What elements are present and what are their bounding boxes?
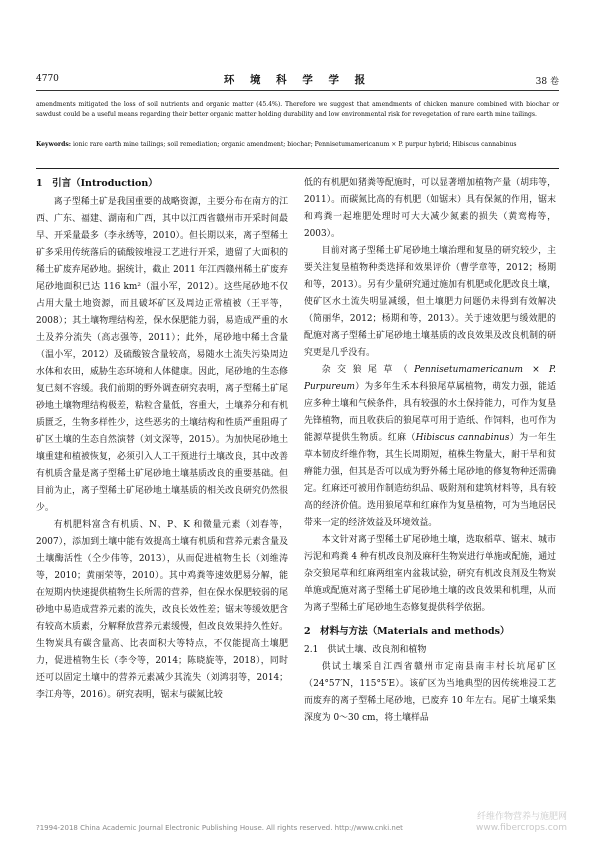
plant-intro-tail: ）为一年生草本韧皮纤维作物，其生长周期短，植株生物量大，耐干旱和贫瘠能力强，但其是否可以成为野外稀土尾砂地的修复物种还需确定。红麻还可被用作制造纺织品、吸附剂和建筑材料等，具有较高的经济价值。选用狼尾草和红麻作为复垦植物，可为当地居民带来一定的经济效益及环境效益。	[304, 433, 557, 528]
methods-heading: 2 材料与方法（Materials and methods）	[304, 626, 510, 637]
page-number: 4770	[36, 74, 59, 84]
copyright-footer: ?1994-2018 China Academic Journal Electronic Publishing House. All rights reserved. http://www.cnki.net	[36, 824, 403, 832]
running-header	[36, 70, 559, 91]
intro-paragraph-5	[304, 362, 556, 532]
keywords-text: ionic rare earth mine tailings; soil remediation; organic amendment; biochar; Pennisetumamericanum × P. purpur hybrid; Hibiscus cannabinus	[72, 141, 517, 148]
intro-heading: 1 引言（Introduction）	[36, 178, 158, 189]
watermark-line-1: 纤维作物营养与施肥网	[476, 812, 567, 822]
volume-label: 38 卷	[535, 77, 559, 87]
watermark	[476, 812, 567, 834]
journal-title: 环 境 科 学 学 报	[223, 74, 372, 86]
methods-paragraph-1: 供试土壤采自江西省赣州市定南县南丰村长坑尾矿区（24°57′N，115°5′E）。该矿区为当地典型的因传统堆浸工艺而废弃的离子型稀土尾砂地，已废弃 10 年左右。尾矿土壤采集深度为 0～30 cm，将土壤样品	[304, 662, 556, 723]
divider	[36, 168, 559, 169]
subsection-heading: 2.1 供试土壤、改良剂和植物	[304, 645, 427, 655]
plant-intro-lead: 杂交狼尾草（	[321, 365, 415, 375]
plant-intro-mid: ）为多年生禾本科狼尾草属植物，萌发力强，能适应多种土壤和气候条件，具有较强的水土保持能力，可作为复垦先锋植物，而且收获后的狼尾草可用于造纸、作饲料，也可作为能源草提供生物质。红麻（	[304, 382, 556, 443]
intro-paragraph-4: 目前对离子型稀土矿尾砂地土壤治理和复垦的研究较少，主要关注复垦植物种类选择和效果评价（曹学章等，2012；杨期和等，2013）。另有少量研究通过施加有机肥或化肥改良土壤，使矿区水土流失明显减缓，但土壤肥力问题仍未得到有效解决（简丽华，2012；杨期和等，2013）。关于速效肥与缓效肥的配施对离子型稀土矿尾砂地土壤基质的改良效果及改良机制的研究更是几乎没有。	[304, 246, 556, 358]
left-column	[36, 175, 288, 704]
right-column	[304, 175, 556, 727]
latin-name-pennisetum: Pennisetumamericanum × P. Purpureum	[304, 365, 556, 392]
latin-name-hibiscus: Hibiscus cannabinus	[415, 433, 510, 443]
intro-paragraph-1: 离子型稀土矿是我国重要的战略资源，主要分布在南方的江西、广东、福建、湖南和广西，其中以江西省赣州市开采时间最早、开采量最多（李永绣等，2010）。但长期以来，离子型稀土矿多采用传统落后的硫酸铵堆浸工艺进行开采，遗留了大面积的稀土矿废弃尾砂地。据统计，截止 2011 年江西赣州稀土矿废弃尾砂地面积已达 116 km²（温小军，2012）。这些尾砂地不仅占用大量土地资源，而且破坏矿区及周边正常植被（王平等，2008）；其土壤物理结构差，保水保肥能力弱，易造成严重的水土及养分流失（高志强等，2011）；此外，尾砂地中稀土含量（温小军，2012）及硫酸铵含量较高，易随水土流失污染周边水体和农田，威胁生态环境和人体健康。因此，尾砂地的生态修复已刻不容缓。我们前期的野外调查研究表明，离子型稀土矿尾砂地土壤物理结构极差，粘粒含量低，容重大，土壤养分和有机质匮乏，生物多样性少，这些恶劣的土壤结构和性质严重阻碍了矿区土壤的生态自然演替（刘文深等，2015）。为加快尾砂地土壤重建和植被恢复，必须引入人工干预进行土壤改良，其中改善有机质含量是离子型稀土矿尾砂地土壤基质改良的重要基础。但目前为止，离子型稀土矿尾砂地土壤基质的相关改良研究仍然很少。	[36, 197, 288, 513]
intro-paragraph-3: 低的有机肥如猪粪等配施时，可以显著增加植物产量（胡玮等，2011）。而碳氮比高的有机肥（如锯末）具有保氮的作用，锯末和鸡粪一起堆肥处理时可大大减少氮素的损失（黄鸾梅等，2003）。	[304, 178, 556, 239]
abstract-tail: amendments mitigated the loss of soil nutrients and organic matter (45.4%). Therefore we suggest that amendments of chicken manure combined with biochar or sawdust could be a useful means regarding their better organic matter holding durability and low environmental risk for revegetation of rare earth mine tailings.	[36, 101, 559, 118]
intro-paragraph-6: 本文针对离子型稀土矿尾砂地土壤，选取稻草、锯末、城市污泥和鸡粪 4 种有机改良剂及麻秆生物炭进行单施或配施，通过杂交狼尾草和红麻两组室内盆栽试验，研究有机改良剂及生物炭单施或配施对离子型稀土矿尾砂地土壤的改良效果和机理，从而为离子型稀土矿尾砂地生态修复提供科学依据。	[304, 535, 556, 613]
intro-paragraph-2: 有机肥料富含有机质、N、P、K 和微量元素（刘春等，2007），添加到土壤中能有效提高土壤有机质和营养元素含量及土壤酶活性（仝少伟等，2013），从而促进植物生长（刘维涛等，2010；黄丽荣等，2010）。其中鸡粪等速效肥易分解，能在短期内快速提供植物生长所需的营养，但在保水保肥较弱的尾砂地中易造成营养元素的流失，改良长效性差；锯末等缓效肥含有较高木质素，分解释放营养元素缓慢，但改良效果持久性好。生物炭具有碳含量高、比表面积大等特点，不仅能提高土壤肥力，促进植物生长（李令等，2014；陈晓旋等，2018），同时还可以固定土壤中的营养元素减少其流失（刘鸿羽等，2014；李江舟等，2016）。研究表明，锯末与碳氮比较	[36, 520, 288, 700]
keywords-label: Keywords:	[36, 141, 72, 148]
keywords	[36, 140, 559, 150]
watermark-line-2: www.fibercrops.com	[476, 823, 567, 833]
